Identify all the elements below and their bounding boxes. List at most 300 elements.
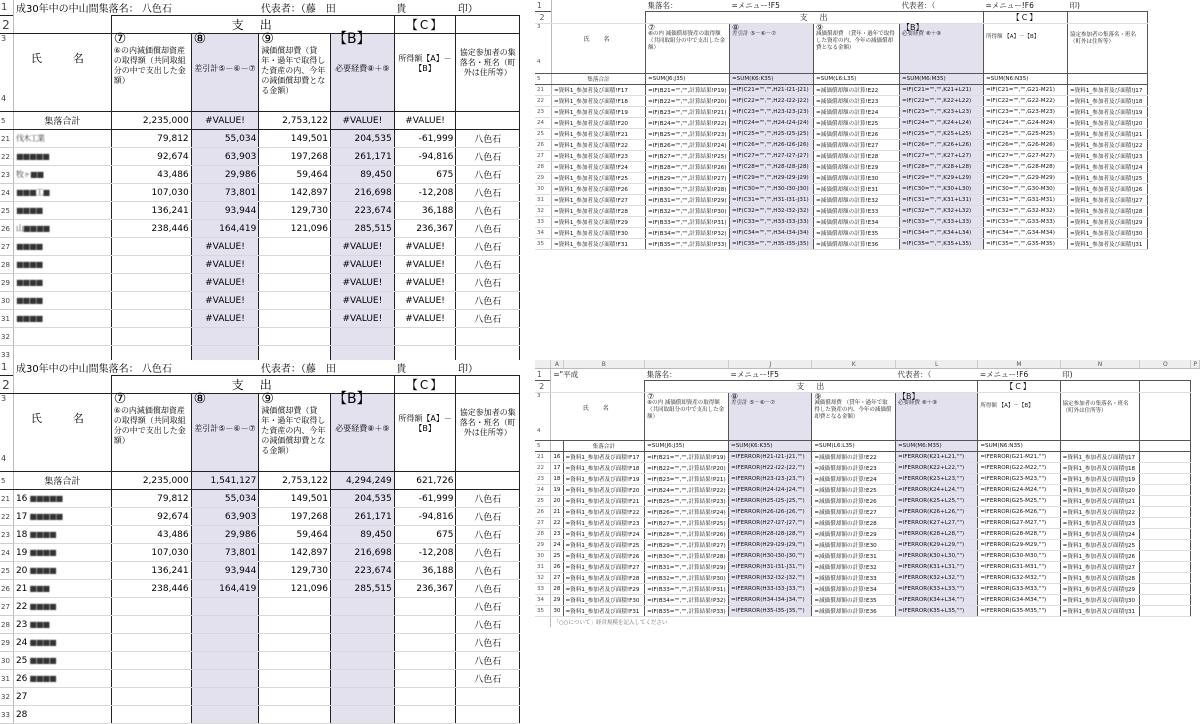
col8-formula[interactable]: =IFERROR(H24-I24-J24,"") xyxy=(729,485,812,496)
area-formula[interactable]: =資料1_参加者及び面積!J26 xyxy=(1060,551,1140,562)
area-cell[interactable]: 八色石 xyxy=(456,310,520,328)
row-number[interactable]: 21 xyxy=(535,85,552,96)
name-formula[interactable]: =資料1_参加者及び面積!F20 xyxy=(552,118,646,129)
c-cell[interactable] xyxy=(394,634,456,652)
empty-cell[interactable] xyxy=(1140,540,1191,551)
area-cell[interactable] xyxy=(456,328,520,346)
name-formula[interactable]: =資料1_参加者及び面積!F28 xyxy=(552,206,646,217)
col7-formula[interactable]: =IF(B24="","",計算結果!P22) xyxy=(646,118,730,129)
col8-formula[interactable]: =IFERROR(H30-I30-J30,"") xyxy=(729,551,812,562)
area-formula[interactable]: =資料1_参加者及び面積!J21 xyxy=(1068,129,1148,140)
col8-formula[interactable]: =IF(C32="","",H32-I32-J32) xyxy=(730,206,814,217)
col7-cell[interactable] xyxy=(111,616,191,634)
col9-cell[interactable]: 149,501 xyxy=(259,130,331,148)
area-formula[interactable]: =資料1_参加者及び面積!J28 xyxy=(1060,573,1140,584)
c-cell[interactable]: -12,208 xyxy=(394,544,456,562)
col9-formula[interactable]: =減価償却額の計算!E36 xyxy=(814,239,900,250)
c-cell[interactable]: -61,999 xyxy=(394,490,456,508)
total-col7[interactable]: 2,235,000 xyxy=(111,112,191,130)
total-col7[interactable]: 2,235,000 xyxy=(111,472,191,490)
col8-formula[interactable]: =IF(C22="","",H22-I22-J22) xyxy=(730,96,814,107)
col9-cell[interactable] xyxy=(259,274,331,292)
empty-cell[interactable] xyxy=(1140,573,1191,584)
total-b[interactable]: #VALUE! xyxy=(330,112,394,130)
col7-formula[interactable]: =IF(B25="","",計算結果!P23) xyxy=(645,496,729,507)
b-formula[interactable]: =IF(C21="","",K21+L21) xyxy=(900,85,984,96)
col8-cell[interactable]: 93,944 xyxy=(191,202,259,220)
col8-formula[interactable]: =IFERROR(H27-I27-J27,"") xyxy=(729,518,812,529)
col8-formula[interactable]: =IF(C29="","",H29-I29-J29) xyxy=(730,173,814,184)
area-formula[interactable]: =資料1_参加者及び面積!J17 xyxy=(1060,452,1140,463)
name-formula[interactable]: =資料1_参加者及び面積!F30 xyxy=(552,228,646,239)
col9-formula[interactable]: =減価償却額の計算!E34 xyxy=(812,584,896,595)
b-cell[interactable]: 89,450 xyxy=(330,166,394,184)
col7-formula[interactable]: =IF(B32="","",計算結果!P30) xyxy=(646,206,730,217)
name-cell[interactable] xyxy=(13,580,111,598)
col9-formula[interactable]: =減価償却額の計算!E32 xyxy=(812,562,896,573)
row-number[interactable]: 26 xyxy=(0,580,13,598)
col9-cell[interactable]: 121,096 xyxy=(259,220,331,238)
area-formula[interactable]: =資料1_参加者及び面積!J23 xyxy=(1068,151,1148,162)
col7-cell[interactable] xyxy=(111,292,191,310)
row-index[interactable]: 19 xyxy=(551,485,563,496)
area-cell[interactable]: 八色石 xyxy=(456,544,520,562)
c-formula[interactable]: =IFERROR(G21-M21,"") xyxy=(978,452,1060,463)
col8-formula[interactable]: =IF(C31="","",H31-I31-J31) xyxy=(730,195,814,206)
row-number[interactable]: 26 xyxy=(535,140,552,151)
col7-cell[interactable] xyxy=(111,256,191,274)
col8-cell[interactable] xyxy=(191,706,259,724)
area-cell[interactable]: 八色石 xyxy=(456,652,520,670)
area-formula[interactable]: =資料1_参加者及び面積!J22 xyxy=(1060,507,1140,518)
area-formula[interactable]: =資料1_参加者及び面積!J27 xyxy=(1068,195,1148,206)
column-header[interactable]: K xyxy=(812,360,896,369)
name-cell[interactable] xyxy=(13,544,111,562)
area-formula[interactable]: =資料1_参加者及び面積!J17 xyxy=(1068,85,1148,96)
row-number[interactable]: 30 xyxy=(535,551,551,562)
c-formula[interactable]: =IFERROR(G31-M31,"") xyxy=(978,562,1060,573)
row-number[interactable]: 25 xyxy=(535,496,551,507)
b-formula[interactable]: =IFERROR(K26+L26,"") xyxy=(895,507,977,518)
area-cell[interactable]: 八色石 xyxy=(456,130,520,148)
b-formula[interactable]: =IF(C32="","",K32+L32) xyxy=(900,206,984,217)
b-formula[interactable]: =IFERROR(K21+L21,"") xyxy=(895,452,977,463)
row-number[interactable]: 27 xyxy=(0,598,13,616)
col9-formula[interactable]: =減価償却額の計算!E31 xyxy=(812,551,896,562)
b-cell[interactable]: 261,171 xyxy=(330,148,394,166)
total-col8[interactable]: 1,541,127 xyxy=(191,472,259,490)
area-formula[interactable]: =資料1_参加者及び面積!J24 xyxy=(1060,529,1140,540)
row-number[interactable]: 25 xyxy=(0,202,13,220)
b-cell[interactable]: #VALUE! xyxy=(330,310,394,328)
name-cell[interactable] xyxy=(13,310,111,328)
col7-cell[interactable] xyxy=(111,310,191,328)
col7-cell[interactable]: 79,812 xyxy=(111,130,191,148)
col9-cell[interactable]: 142,897 xyxy=(259,544,331,562)
area-cell[interactable]: 八色石 xyxy=(456,508,520,526)
area-cell[interactable]: 八色石 xyxy=(456,616,520,634)
row-number[interactable]: 2 xyxy=(0,376,13,394)
row-index[interactable]: 22 xyxy=(551,518,563,529)
name-cell[interactable] xyxy=(13,616,111,634)
col9-formula[interactable]: =減価償却額の計算!E23 xyxy=(812,463,896,474)
col9-formula[interactable]: =減価償却額の計算!E36 xyxy=(812,606,896,617)
c-cell[interactable] xyxy=(394,706,456,724)
col9-formula[interactable]: =減価償却額の計算!E28 xyxy=(812,518,896,529)
col9-cell[interactable] xyxy=(259,634,331,652)
empty-cell[interactable] xyxy=(1140,496,1191,507)
col8-formula[interactable]: =IF(C30="","",H30-I30-J30) xyxy=(730,184,814,195)
row-number[interactable]: 24 xyxy=(535,485,551,496)
col9-formula[interactable]: =減価償却額の計算!E28 xyxy=(814,151,900,162)
c-cell[interactable]: 236,367 xyxy=(394,580,456,598)
name-formula[interactable]: =資料1_参加者及び面積!F17 xyxy=(563,452,645,463)
row-number[interactable]: 1 xyxy=(0,360,13,376)
name-cell[interactable] xyxy=(13,166,111,184)
name-cell[interactable] xyxy=(13,184,111,202)
col7-formula[interactable]: =IF(B21="","",計算結果!P19) xyxy=(646,85,730,96)
column-header[interactable]: N xyxy=(1060,360,1140,369)
total-c[interactable]: =SUM(N6:N35) xyxy=(984,74,1068,85)
area-formula[interactable]: =資料1_参加者及び面積!J22 xyxy=(1068,140,1148,151)
c-formula[interactable]: =IFERROR(G32-M32,"") xyxy=(978,573,1060,584)
col9-cell[interactable]: 197,268 xyxy=(259,148,331,166)
col7-cell[interactable] xyxy=(111,328,191,346)
name-cell[interactable] xyxy=(13,202,111,220)
area-cell[interactable]: 八色石 xyxy=(456,184,520,202)
c-cell[interactable]: #VALUE! xyxy=(394,274,456,292)
b-formula[interactable]: =IFERROR(K29+L29,"") xyxy=(895,540,977,551)
col9-formula[interactable]: =減価償却額の計算!E26 xyxy=(812,496,896,507)
col7-cell[interactable]: 43,486 xyxy=(111,526,191,544)
total-col9[interactable]: =SUM(L6:L35) xyxy=(814,74,900,85)
row-number[interactable]: 26 xyxy=(535,507,551,518)
name-formula[interactable]: =資料1_参加者及び面積!F29 xyxy=(552,217,646,228)
col9-cell[interactable] xyxy=(259,292,331,310)
c-cell[interactable]: #VALUE! xyxy=(394,238,456,256)
area-cell[interactable]: 八色石 xyxy=(456,562,520,580)
c-formula[interactable]: =IF(C29="","",G29-M29) xyxy=(984,173,1068,184)
col9-formula[interactable]: =減価償却額の計算!E29 xyxy=(814,162,900,173)
empty-cell[interactable] xyxy=(1140,485,1191,496)
c-cell[interactable]: 236,367 xyxy=(394,220,456,238)
area-cell[interactable]: 八色石 xyxy=(456,634,520,652)
b-formula[interactable]: =IFERROR(K27+L27,"") xyxy=(895,518,977,529)
col9-formula[interactable]: =減価償却額の計算!E25 xyxy=(812,485,896,496)
b-formula[interactable]: =IF(C27="","",K27+L27) xyxy=(900,151,984,162)
row-index[interactable]: 18 xyxy=(551,474,563,485)
name-formula[interactable]: =資料1_参加者及び面積!F27 xyxy=(552,195,646,206)
representative-formula[interactable]: =メニュー!F6 xyxy=(985,1,1034,10)
col9-formula[interactable]: =減価償却額の計算!E25 xyxy=(814,118,900,129)
c-cell[interactable]: #VALUE! xyxy=(394,292,456,310)
column-header[interactable]: L xyxy=(895,360,977,369)
col8-formula[interactable]: =IFERROR(H34-I34-J34,"") xyxy=(729,595,812,606)
name-formula[interactable]: =資料1_参加者及び面積!F25 xyxy=(563,540,645,551)
total-label[interactable]: 集落合計 xyxy=(13,472,111,490)
col7-cell[interactable] xyxy=(111,238,191,256)
col8-cell[interactable] xyxy=(191,688,259,706)
col7-formula[interactable]: =IF(B31="","",計算結果!P29) xyxy=(646,195,730,206)
c-formula[interactable]: =IFERROR(G35-M35,"") xyxy=(978,606,1060,617)
b-cell[interactable]: 216,698 xyxy=(330,184,394,202)
area-formula[interactable]: =資料1_参加者及び面積!J20 xyxy=(1068,118,1148,129)
col7-formula[interactable]: =IF(B31="","",計算結果!P29) xyxy=(645,562,729,573)
area-cell[interactable] xyxy=(456,706,520,724)
col9-formula[interactable]: =減価償却額の計算!E35 xyxy=(812,595,896,606)
col9-cell[interactable] xyxy=(259,670,331,688)
c-formula[interactable]: =IFERROR(G29-M29,"") xyxy=(978,540,1060,551)
area-cell[interactable]: 八色石 xyxy=(456,202,520,220)
area-formula[interactable]: =資料1_参加者及び面積!J19 xyxy=(1068,107,1148,118)
col7-cell[interactable]: 136,241 xyxy=(111,562,191,580)
row-number[interactable]: 22 xyxy=(0,508,13,526)
col9-cell[interactable] xyxy=(259,706,331,724)
b-cell[interactable] xyxy=(330,706,394,724)
c-formula[interactable]: =IF(C32="","",G32-M32) xyxy=(984,206,1068,217)
name-formula[interactable]: =資料1_参加者及び面積!F23 xyxy=(552,151,646,162)
total-col9[interactable]: =SUM(L6:L35) xyxy=(812,441,896,452)
c-cell[interactable] xyxy=(394,598,456,616)
name-formula[interactable]: =資料1_参加者及び面積!F25 xyxy=(552,173,646,184)
col9-cell[interactable]: 149,501 xyxy=(259,490,331,508)
row-number[interactable]: 24 xyxy=(0,184,13,202)
b-formula[interactable]: =IF(C23="","",K23+L23) xyxy=(900,107,984,118)
col9-formula[interactable]: =減価償却額の計算!E22 xyxy=(812,452,896,463)
area-cell[interactable] xyxy=(456,688,520,706)
row-index[interactable]: 27 xyxy=(551,573,563,584)
row-number[interactable]: 31 xyxy=(535,562,551,573)
era-formula[interactable]: ="平成 xyxy=(553,370,579,380)
row-number[interactable]: 23 xyxy=(535,107,552,118)
total-c[interactable]: 621,726 xyxy=(394,472,456,490)
col9-formula[interactable]: =減価償却額の計算!E27 xyxy=(814,140,900,151)
col9-cell[interactable] xyxy=(259,328,331,346)
b-formula[interactable]: =IF(C31="","",K31+L31) xyxy=(900,195,984,206)
empty-cell[interactable] xyxy=(1140,551,1191,562)
row-number[interactable]: 27 xyxy=(535,151,552,162)
c-formula[interactable]: =IF(C28="","",G28-M28) xyxy=(984,162,1068,173)
col9-cell[interactable] xyxy=(259,616,331,634)
row-number[interactable]: 34 xyxy=(535,228,552,239)
total-c[interactable]: #VALUE! xyxy=(394,112,456,130)
b-formula[interactable]: =IF(C28="","",K28+L28) xyxy=(900,162,984,173)
column-header[interactable]: B xyxy=(563,360,645,369)
c-cell[interactable] xyxy=(394,616,456,634)
total-col8[interactable]: =SUM(K6:K35) xyxy=(730,74,814,85)
name-cell[interactable] xyxy=(13,670,111,688)
empty-cell[interactable] xyxy=(1140,518,1191,529)
area-formula[interactable]: =資料1_参加者及び面積!J25 xyxy=(1060,540,1140,551)
name-formula[interactable]: =資料1_参加者及び面積!F26 xyxy=(552,184,646,195)
total-col7[interactable]: =SUM(J6:J35) xyxy=(646,74,730,85)
col8-cell[interactable]: 55,034 xyxy=(191,130,259,148)
row-index[interactable]: 28 xyxy=(551,584,563,595)
b-cell[interactable]: 216,698 xyxy=(330,544,394,562)
col9-cell[interactable]: 59,464 xyxy=(259,166,331,184)
col7-formula[interactable]: =IF(B28="","",計算結果!P26) xyxy=(645,529,729,540)
total-b[interactable]: 4,294,249 xyxy=(330,472,394,490)
col8-formula[interactable]: =IFERROR(H35-I35-J35,"") xyxy=(729,606,812,617)
col7-formula[interactable]: =IF(B27="","",計算結果!P25) xyxy=(645,518,729,529)
b-cell[interactable] xyxy=(330,598,394,616)
col7-cell[interactable]: 79,812 xyxy=(111,490,191,508)
b-cell[interactable] xyxy=(330,688,394,706)
total-label[interactable]: 集落合計 xyxy=(563,441,645,452)
col8-cell[interactable] xyxy=(191,634,259,652)
b-cell[interactable]: 204,535 xyxy=(330,130,394,148)
c-cell[interactable]: -12,208 xyxy=(394,184,456,202)
c-formula[interactable]: =IF(C30="","",G30-M30) xyxy=(984,184,1068,195)
b-cell[interactable]: #VALUE! xyxy=(330,238,394,256)
b-cell[interactable]: 285,515 xyxy=(330,580,394,598)
col7-formula[interactable]: =IF(B30="","",計算結果!P28) xyxy=(645,551,729,562)
col7-formula[interactable]: =IF(B27="","",計算結果!P25) xyxy=(646,151,730,162)
b-cell[interactable]: #VALUE! xyxy=(330,256,394,274)
row-number[interactable]: 28 xyxy=(0,616,13,634)
col9-formula[interactable]: =減価償却額の計算!E29 xyxy=(812,529,896,540)
name-formula[interactable]: =資料1_参加者及び面積!F19 xyxy=(552,107,646,118)
row-number[interactable]: 32 xyxy=(535,206,552,217)
col7-formula[interactable]: =IF(B34="","",計算結果!P32) xyxy=(645,595,729,606)
row-index[interactable]: 21 xyxy=(551,507,563,518)
area-formula[interactable]: =資料1_参加者及び面積!J19 xyxy=(1060,474,1140,485)
col7-cell[interactable]: 107,030 xyxy=(111,544,191,562)
c-formula[interactable]: =IF(C22="","",G22-M22) xyxy=(984,96,1068,107)
area-formula[interactable]: =資料1_参加者及び面積!J24 xyxy=(1068,162,1148,173)
col7-formula[interactable]: =IF(B33="","",計算結果!P31) xyxy=(645,584,729,595)
column-header[interactable]: P xyxy=(1191,360,1200,369)
col9-formula[interactable]: =減価償却額の計算!E34 xyxy=(814,217,900,228)
col7-cell[interactable] xyxy=(111,634,191,652)
col8-cell[interactable]: #VALUE! xyxy=(191,256,259,274)
col8-cell[interactable]: 73,801 xyxy=(191,184,259,202)
empty-cell[interactable] xyxy=(1140,474,1191,485)
col7-formula[interactable]: =IF(B25="","",計算結果!P23) xyxy=(646,129,730,140)
village-name-formula[interactable]: =メニュー!F5 xyxy=(731,1,780,10)
area-formula[interactable]: =資料1_参加者及び面積!J29 xyxy=(1068,217,1148,228)
col9-cell[interactable] xyxy=(259,256,331,274)
area-cell[interactable]: 八色石 xyxy=(456,598,520,616)
col7-formula[interactable]: =IF(B24="","",計算結果!P22) xyxy=(645,485,729,496)
row-index[interactable]: 30 xyxy=(551,606,563,617)
col8-formula[interactable]: =IF(C21="","",H21-I21-J21) xyxy=(730,85,814,96)
area-formula[interactable]: =資料1_参加者及び面積!J29 xyxy=(1060,584,1140,595)
name-cell[interactable] xyxy=(13,526,111,544)
empty-cell[interactable] xyxy=(1140,584,1191,595)
col7-formula[interactable]: =IF(B30="","",計算結果!P28) xyxy=(646,184,730,195)
col7-cell[interactable]: 92,674 xyxy=(111,508,191,526)
empty-cell[interactable] xyxy=(1140,507,1191,518)
col8-cell[interactable] xyxy=(191,616,259,634)
col8-cell[interactable] xyxy=(191,670,259,688)
c-cell[interactable]: #VALUE! xyxy=(394,256,456,274)
col9-formula[interactable]: =減価償却額の計算!E24 xyxy=(812,474,896,485)
col7-cell[interactable]: 238,446 xyxy=(111,220,191,238)
name-cell[interactable] xyxy=(13,598,111,616)
b-cell[interactable] xyxy=(330,328,394,346)
area-cell[interactable]: 八色石 xyxy=(456,148,520,166)
row-number[interactable]: 28 xyxy=(0,256,13,274)
c-formula[interactable]: =IF(C23="","",G23-M23) xyxy=(984,107,1068,118)
total-c[interactable]: =SUM(N6:N35) xyxy=(978,441,1060,452)
village-name-formula[interactable]: =メニュー!F5 xyxy=(730,370,779,379)
col9-formula[interactable]: =減価償却額の計算!E32 xyxy=(814,195,900,206)
name-formula[interactable]: =資料1_参加者及び面積!F21 xyxy=(552,129,646,140)
row-number[interactable]: 35 xyxy=(535,606,551,617)
col7-cell[interactable]: 238,446 xyxy=(111,580,191,598)
b-formula[interactable]: =IF(C26="","",K26+L26) xyxy=(900,140,984,151)
b-formula[interactable]: =IFERROR(K31+L31,"") xyxy=(895,562,977,573)
c-cell[interactable]: 36,188 xyxy=(394,562,456,580)
b-cell[interactable]: 223,674 xyxy=(330,202,394,220)
col8-formula[interactable]: =IF(C35="","",H35-I35-J35) xyxy=(730,239,814,250)
name-cell[interactable] xyxy=(13,652,111,670)
name-cell[interactable] xyxy=(13,634,111,652)
col9-cell[interactable] xyxy=(259,598,331,616)
col8-formula[interactable]: =IF(C25="","",H25-I25-J25) xyxy=(730,129,814,140)
name-cell[interactable] xyxy=(13,220,111,238)
row-number[interactable]: 35 xyxy=(535,239,552,250)
row-number[interactable]: 5 xyxy=(0,112,13,130)
c-formula[interactable]: =IFERROR(G34-M34,"") xyxy=(978,595,1060,606)
row-number[interactable]: 33 xyxy=(0,706,13,724)
b-formula[interactable]: =IFERROR(K30+L30,"") xyxy=(895,551,977,562)
name-formula[interactable]: =資料1_参加者及び面積!F28 xyxy=(563,573,645,584)
column-header[interactable]: M xyxy=(978,360,1060,369)
col8-cell[interactable] xyxy=(191,598,259,616)
col8-formula[interactable]: =IF(C27="","",H27-I27-J27) xyxy=(730,151,814,162)
name-cell[interactable] xyxy=(13,508,111,526)
col8-formula[interactable]: =IFERROR(H32-I32-J32,"") xyxy=(729,573,812,584)
row-number[interactable]: 29 xyxy=(0,634,13,652)
row-index[interactable]: 17 xyxy=(551,463,563,474)
c-formula[interactable]: =IFERROR(G26-M26,"") xyxy=(978,507,1060,518)
col8-formula[interactable]: =IFERROR(H28-I28-J28,"") xyxy=(729,529,812,540)
row-number[interactable]: 29 xyxy=(0,274,13,292)
name-cell[interactable] xyxy=(13,562,111,580)
col9-cell[interactable]: 197,268 xyxy=(259,508,331,526)
area-cell[interactable]: 八色石 xyxy=(456,670,520,688)
area-cell[interactable]: 八色石 xyxy=(456,490,520,508)
name-cell[interactable] xyxy=(13,148,111,166)
col9-cell[interactable] xyxy=(259,238,331,256)
name-formula[interactable]: =資料1_参加者及び面積!F22 xyxy=(552,140,646,151)
name-formula[interactable]: =資料1_参加者及び面積!F21 xyxy=(563,496,645,507)
area-formula[interactable]: =資料1_参加者及び面積!J23 xyxy=(1060,518,1140,529)
total-b[interactable]: =SUM(M6:M35) xyxy=(900,74,984,85)
area-formula[interactable]: =資料1_参加者及び面積!J27 xyxy=(1060,562,1140,573)
c-formula[interactable]: =IF(C25="","",G25-M25) xyxy=(984,129,1068,140)
b-formula[interactable]: =IFERROR(K34+L34,"") xyxy=(895,595,977,606)
row-index[interactable]: 26 xyxy=(551,562,563,573)
col7-cell[interactable] xyxy=(111,706,191,724)
total-col7[interactable]: =SUM(J6:J35) xyxy=(645,441,729,452)
col7-cell[interactable]: 107,030 xyxy=(111,184,191,202)
c-cell[interactable] xyxy=(394,670,456,688)
row-index[interactable]: 25 xyxy=(551,551,563,562)
name-formula[interactable]: =資料1_参加者及び面積!F22 xyxy=(563,507,645,518)
area-formula[interactable]: =資料1_参加者及び面積!J25 xyxy=(1068,173,1148,184)
c-formula[interactable]: =IFERROR(G30-M30,"") xyxy=(978,551,1060,562)
c-formula[interactable]: =IF(C21="","",G21-M21) xyxy=(984,85,1068,96)
total-label[interactable]: 集落合計 xyxy=(13,112,111,130)
c-formula[interactable]: =IF(C31="","",G31-M31) xyxy=(984,195,1068,206)
area-formula[interactable]: =資料1_参加者及び面積!J18 xyxy=(1068,96,1148,107)
col9-formula[interactable]: =減価償却額の計算!E30 xyxy=(814,173,900,184)
total-col8[interactable]: #VALUE! xyxy=(191,112,259,130)
b-cell[interactable]: 204,535 xyxy=(330,490,394,508)
